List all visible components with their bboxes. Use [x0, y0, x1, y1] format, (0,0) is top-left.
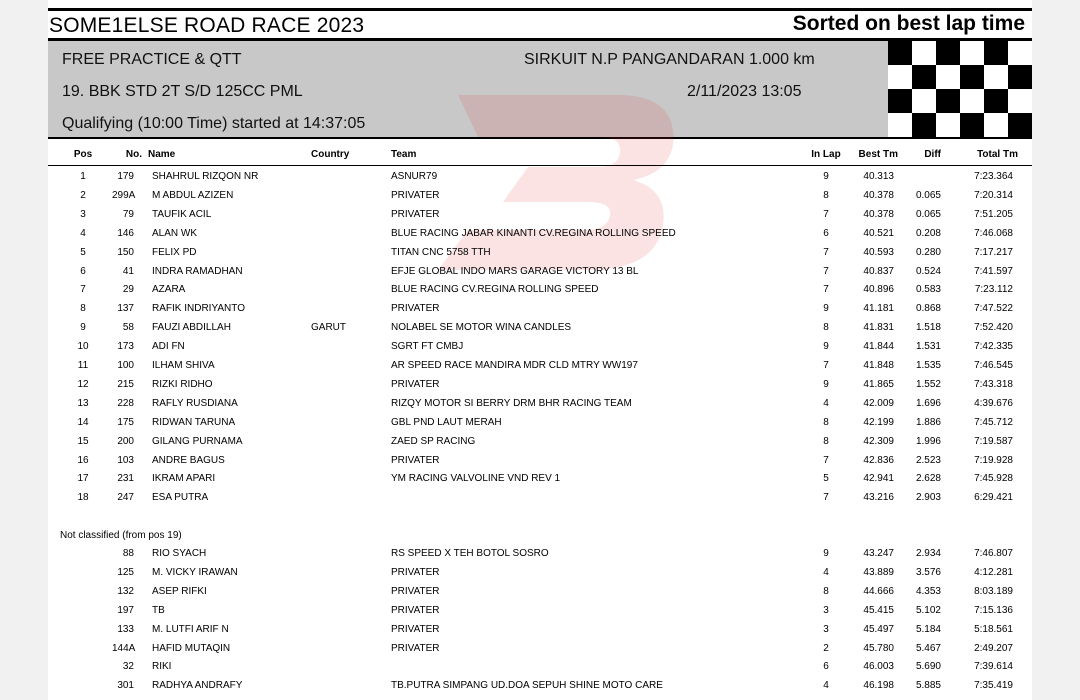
col-diff-header[interactable]: Diff — [924, 149, 941, 160]
cell-in-lap: 8 — [823, 416, 829, 428]
cell-team: PRIVATER — [391, 189, 440, 201]
cell-diff: 5.690 — [915, 661, 941, 673]
cell-total-tm: 7:41.597 — [974, 265, 1013, 277]
cell-diff: 0.065 — [915, 189, 941, 201]
col-name-header[interactable]: Name — [148, 149, 176, 160]
checkered-flag-icon — [888, 41, 1032, 137]
cell-best-tm: 42.941 — [863, 473, 894, 485]
table-row — [48, 455, 1032, 473]
cell-no: 179 — [117, 171, 134, 182]
cell-in-lap: 7 — [823, 265, 829, 277]
cell-team: GBL PND LAUT MERAH — [391, 416, 502, 428]
cell-in-lap: 9 — [823, 341, 829, 353]
cell-total-tm: 7:39.614 — [974, 661, 1013, 673]
cell-no: 41 — [122, 265, 134, 277]
cell-diff: 2.934 — [915, 548, 941, 559]
cell-name: TAUFIK ACIL — [152, 208, 212, 220]
cell-in-lap: 6 — [823, 661, 829, 673]
cell-diff: 0.524 — [915, 265, 941, 277]
table-row — [48, 190, 1032, 208]
table-row — [48, 605, 1032, 623]
cell-diff: 2.903 — [915, 492, 941, 504]
cell-no: 144A — [112, 642, 136, 654]
cell-team: EFJE GLOBAL INDO MARS GARAGE VICTORY 13 BL — [391, 265, 639, 277]
cell-diff: 5.467 — [915, 642, 941, 654]
cell-pos: 10 — [77, 341, 89, 353]
col-pos-header[interactable]: Pos — [73, 149, 93, 160]
table-row — [48, 680, 1032, 698]
cell-pos: 13 — [77, 397, 89, 409]
cell-no: 132 — [117, 585, 134, 597]
cell-in-lap: 8 — [823, 585, 829, 597]
cell-name: ESA PUTRA — [152, 492, 209, 504]
cell-no: 79 — [122, 208, 134, 220]
cell-team: RIZQY MOTOR SI BERRY DRM BHR RACING TEAM — [391, 397, 632, 409]
top-rule — [48, 8, 1032, 11]
cell-best-tm: 40.837 — [863, 265, 894, 277]
cell-diff: 4.353 — [915, 585, 941, 597]
cell-team: PRIVATER — [391, 566, 440, 578]
table-row — [48, 171, 1032, 189]
cell-diff: 5.102 — [915, 604, 941, 616]
cell-total-tm: 4:39.676 — [974, 397, 1013, 409]
table-row — [48, 661, 1032, 679]
cell-name: RIDWAN TARUNA — [152, 416, 236, 428]
cell-in-lap: 8 — [823, 322, 829, 334]
cell-pos: 18 — [77, 492, 89, 504]
cell-diff: 1.518 — [915, 322, 941, 334]
cell-name: ALAN WK — [152, 227, 198, 239]
table-row — [48, 492, 1032, 510]
cell-no: 231 — [117, 473, 134, 485]
cell-in-lap: 3 — [823, 604, 829, 616]
cell-in-lap: 7 — [823, 454, 829, 466]
table-row — [48, 341, 1032, 359]
cell-diff: 1.531 — [915, 341, 941, 353]
cell-name: SHAHRUL RIZQON NR — [152, 171, 259, 182]
cell-pos: 7 — [80, 284, 86, 296]
cell-pos: 12 — [77, 378, 89, 390]
cell-diff: 0.583 — [915, 284, 941, 296]
cell-team: PRIVATER — [391, 208, 440, 220]
cell-in-lap: 9 — [823, 303, 829, 315]
cell-diff: 1.552 — [915, 378, 941, 390]
cell-no: 228 — [117, 397, 134, 409]
cell-best-tm: 40.378 — [863, 208, 894, 220]
table-row — [48, 436, 1032, 454]
cell-in-lap: 4 — [823, 566, 829, 578]
cell-total-tm: 7:23.112 — [974, 284, 1013, 296]
cell-team: PRIVATER — [391, 642, 440, 654]
cell-diff: 1.886 — [915, 416, 941, 428]
cell-best-tm: 40.521 — [863, 227, 894, 239]
cell-team: PRIVATER — [391, 604, 440, 616]
cell-pos: 15 — [77, 435, 89, 447]
cell-name: ANDRE BAGUS — [152, 454, 225, 466]
cell-no: 150 — [117, 246, 134, 258]
cell-best-tm: 43.889 — [863, 566, 894, 578]
cell-pos: 6 — [80, 265, 86, 277]
cell-in-lap: 4 — [823, 680, 829, 692]
table-row — [48, 567, 1032, 585]
class-name: 19. BBK STD 2T S/D 125CC PML — [62, 83, 303, 100]
cell-in-lap: 5 — [823, 473, 829, 485]
cell-no: 301 — [117, 680, 134, 692]
cell-no: 175 — [117, 416, 134, 428]
cell-best-tm: 40.378 — [863, 189, 894, 201]
cell-diff: 2.523 — [915, 454, 941, 466]
cell-pos: 9 — [80, 322, 86, 334]
cell-team: PRIVATER — [391, 585, 440, 597]
sort-note: Sorted on best lap time — [792, 12, 1025, 35]
cell-best-tm: 43.216 — [863, 492, 894, 504]
cell-total-tm: 5:18.561 — [974, 623, 1013, 635]
cell-name: AZARA — [152, 284, 186, 296]
cell-no: 125 — [117, 566, 134, 578]
cell-in-lap: 4 — [823, 397, 829, 409]
event-title: SOME1ELSE ROAD RACE 2023 — [49, 14, 365, 37]
session-datetime: 2/11/2023 13:05 — [687, 83, 802, 100]
col-total-header[interactable]: Total Tm — [977, 149, 1018, 160]
cell-no: 103 — [117, 454, 134, 466]
cell-total-tm: 7:46.068 — [974, 227, 1013, 239]
cell-pos: 5 — [80, 246, 86, 258]
cell-total-tm: 7:17.217 — [974, 246, 1013, 258]
cell-diff: 2.628 — [915, 473, 941, 485]
table-row — [48, 360, 1032, 378]
cell-name: RIKI — [152, 661, 172, 673]
cell-best-tm: 43.247 — [863, 548, 894, 559]
cell-diff: 0.208 — [915, 227, 941, 239]
cell-diff: 1.696 — [915, 397, 941, 409]
col-inlap-header[interactable]: In Lap — [811, 149, 841, 160]
cell-total-tm: 7:23.364 — [974, 171, 1013, 182]
cell-team: NOLABEL SE MOTOR WINA CANDLES — [391, 322, 572, 334]
cell-team: TITAN CNC 5758 TTH — [391, 246, 491, 258]
cell-total-tm: 7:51.205 — [974, 208, 1013, 220]
cell-team: PRIVATER — [391, 303, 440, 315]
cell-total-tm: 7:52.420 — [974, 322, 1013, 334]
cell-best-tm: 45.780 — [863, 642, 894, 654]
cell-team: ASNUR79 — [391, 171, 438, 182]
cell-name: RIZKI RIDHO — [152, 378, 213, 390]
col-country-header[interactable]: Country — [311, 149, 350, 160]
cell-best-tm: 41.844 — [863, 341, 894, 353]
cell-in-lap: 7 — [823, 208, 829, 220]
cell-best-tm: 42.309 — [863, 435, 894, 447]
cell-best-tm: 45.497 — [863, 623, 894, 635]
cell-best-tm: 40.313 — [863, 171, 894, 182]
cell-name: RIO SYACH — [152, 548, 207, 559]
cell-team: TB.PUTRA SIMPANG UD.DOA SEPUH SHINE MOTO CARE — [391, 680, 663, 692]
cell-name: RAFIK INDRIYANTO — [152, 303, 245, 315]
cell-name: FELIX PD — [152, 246, 197, 258]
cell-in-lap: 8 — [823, 189, 829, 201]
cell-team: YM RACING VALVOLINE VND REV 1 — [391, 473, 561, 485]
cell-team: ZAED SP RACING — [391, 435, 476, 447]
cell-total-tm: 7:45.712 — [974, 416, 1013, 428]
cell-total-tm: 7:19.928 — [974, 454, 1013, 466]
table-row — [48, 473, 1032, 491]
cell-name: ILHAM SHIVA — [152, 360, 215, 371]
cell-team: RS SPEED X TEH BOTOL SOSRO — [391, 548, 549, 559]
cell-diff: 1.996 — [915, 435, 941, 447]
cell-in-lap: 8 — [823, 435, 829, 447]
cell-pos: 1 — [80, 171, 86, 182]
cell-total-tm: 7:43.318 — [974, 378, 1013, 390]
cell-name: INDRA RAMADHAN — [152, 265, 243, 277]
cell-no: 215 — [117, 378, 134, 390]
cell-best-tm: 40.896 — [863, 284, 894, 296]
cell-best-tm: 42.836 — [863, 454, 894, 466]
cell-no: 137 — [117, 303, 134, 315]
cell-diff: 5.885 — [915, 680, 941, 692]
cell-total-tm: 2:49.207 — [974, 642, 1013, 654]
cell-no: 146 — [117, 227, 134, 239]
cell-best-tm: 46.003 — [863, 661, 894, 673]
table-row — [48, 228, 1032, 246]
table-header — [48, 149, 1032, 166]
cell-total-tm: 7:46.807 — [974, 548, 1013, 559]
cell-diff: 3.576 — [915, 566, 941, 578]
table-row — [48, 379, 1032, 397]
cell-total-tm: 7:45.928 — [974, 473, 1013, 485]
cell-pos: 17 — [77, 473, 89, 485]
cell-in-lap: 2 — [823, 642, 829, 654]
cell-no: 29 — [122, 284, 134, 296]
cell-in-lap: 9 — [823, 171, 829, 182]
cell-total-tm: 7:19.587 — [974, 435, 1013, 447]
cell-pos: 16 — [77, 454, 89, 466]
col-best-header[interactable]: Best Tm — [858, 149, 898, 160]
cell-total-tm: 7:35.419 — [974, 680, 1013, 692]
cell-no: 58 — [122, 322, 134, 334]
cell-in-lap: 6 — [823, 227, 829, 239]
table-row — [48, 624, 1032, 642]
cell-total-tm: 7:46.545 — [974, 360, 1013, 371]
table-row — [48, 303, 1032, 321]
cell-pos: 4 — [80, 227, 86, 239]
cell-diff: 1.535 — [915, 360, 941, 371]
cell-name: TB — [152, 604, 165, 616]
table-row — [48, 322, 1032, 340]
cell-diff: 0.868 — [915, 303, 941, 315]
table-row — [48, 548, 1032, 566]
cell-pos: 2 — [80, 189, 86, 201]
cell-in-lap: 7 — [823, 246, 829, 258]
cell-name: ADI FN — [152, 341, 185, 353]
cell-total-tm: 6:29.421 — [974, 492, 1013, 504]
cell-best-tm: 41.181 — [863, 303, 894, 315]
session-info: Qualifying (10:00 Time) started at 14:37:05 — [62, 115, 366, 132]
cell-total-tm: 8:03.189 — [974, 585, 1013, 597]
cell-total-tm: 7:47.522 — [974, 303, 1013, 315]
cell-diff: 5.184 — [915, 623, 941, 635]
cell-name: HAFID MUTAQIN — [152, 642, 231, 654]
cell-name: M. LUTFI ARIF N — [152, 623, 229, 635]
cell-country: GARUT — [311, 322, 346, 334]
cell-diff: 0.280 — [915, 246, 941, 258]
cell-total-tm: 7:15.136 — [974, 604, 1013, 616]
cell-team: PRIVATER — [391, 378, 440, 390]
cell-best-tm: 42.009 — [863, 397, 894, 409]
cell-no: 173 — [117, 341, 134, 353]
cell-name: FAUZI ABDILLAH — [152, 322, 231, 334]
cell-no: 88 — [122, 548, 134, 559]
cell-in-lap: 3 — [823, 623, 829, 635]
cell-team: SGRT FT CMBJ — [391, 341, 464, 353]
cell-team: PRIVATER — [391, 454, 440, 466]
col-team-header[interactable]: Team — [391, 149, 417, 160]
table-row — [48, 586, 1032, 604]
table-row — [48, 209, 1032, 227]
table-row — [48, 284, 1032, 302]
cell-best-tm: 41.848 — [863, 360, 894, 371]
cell-best-tm: 44.666 — [863, 585, 894, 597]
cell-no: 197 — [117, 604, 134, 616]
cell-name: RADHYA ANDRAFY — [152, 680, 243, 692]
circuit-name: SIRKUIT N.P PANGANDARAN 1.000 km — [524, 51, 815, 68]
cell-no: 32 — [122, 661, 134, 673]
table-row — [48, 247, 1032, 265]
cell-name: M. VICKY IRAWAN — [152, 566, 238, 578]
table-row — [48, 417, 1032, 435]
cell-name: M ABDUL AZIZEN — [152, 189, 234, 201]
cell-no: 299A — [112, 189, 136, 201]
cell-in-lap: 9 — [823, 548, 829, 559]
cell-no: 247 — [117, 492, 134, 504]
cell-no: 133 — [117, 623, 134, 635]
cell-pos: 14 — [77, 416, 89, 428]
cell-in-lap: 7 — [823, 284, 829, 296]
cell-pos: 3 — [80, 208, 86, 220]
cell-pos: 8 — [80, 303, 86, 315]
col-no-header[interactable]: No. — [125, 149, 142, 160]
cell-total-tm: 4:12.281 — [974, 566, 1013, 578]
cell-best-tm: 41.831 — [863, 322, 894, 334]
table-row — [48, 398, 1032, 416]
cell-name: GILANG PURNAMA — [152, 435, 243, 447]
cell-team: BLUE RACING CV.REGINA ROLLING SPEED — [391, 284, 599, 296]
cell-team: AR SPEED RACE MANDIRA MDR CLD MTRY WW197 — [391, 360, 638, 371]
cell-name: ASEP RIFKI — [152, 585, 207, 597]
cell-best-tm: 41.865 — [863, 378, 894, 390]
not-classified-label: Not classified (from pos 19) — [60, 530, 182, 541]
cell-best-tm: 42.199 — [863, 416, 894, 428]
cell-best-tm: 40.593 — [863, 246, 894, 258]
cell-in-lap: 7 — [823, 360, 829, 371]
cell-best-tm: 45.415 — [863, 604, 894, 616]
cell-pos: 11 — [77, 360, 89, 371]
table-row — [48, 266, 1032, 284]
cell-no: 200 — [117, 435, 134, 447]
cell-total-tm: 7:20.314 — [974, 189, 1013, 201]
cell-name: RAFLY RUSDIANA — [152, 397, 238, 409]
cell-in-lap: 9 — [823, 378, 829, 390]
cell-best-tm: 46.198 — [863, 680, 894, 692]
session-name: FREE PRACTICE & QTT — [62, 51, 242, 68]
cell-no: 100 — [117, 360, 134, 371]
cell-in-lap: 7 — [823, 492, 829, 504]
results-sheet — [48, 0, 1032, 700]
table-row — [48, 643, 1032, 661]
cell-team: PRIVATER — [391, 623, 440, 635]
cell-total-tm: 7:42.335 — [974, 341, 1013, 353]
cell-name: IKRAM APARI — [152, 473, 216, 485]
cell-team: BLUE RACING JABAR KINANTI CV.REGINA ROLLING SPEED — [391, 227, 676, 239]
cell-diff: 0.065 — [915, 208, 941, 220]
